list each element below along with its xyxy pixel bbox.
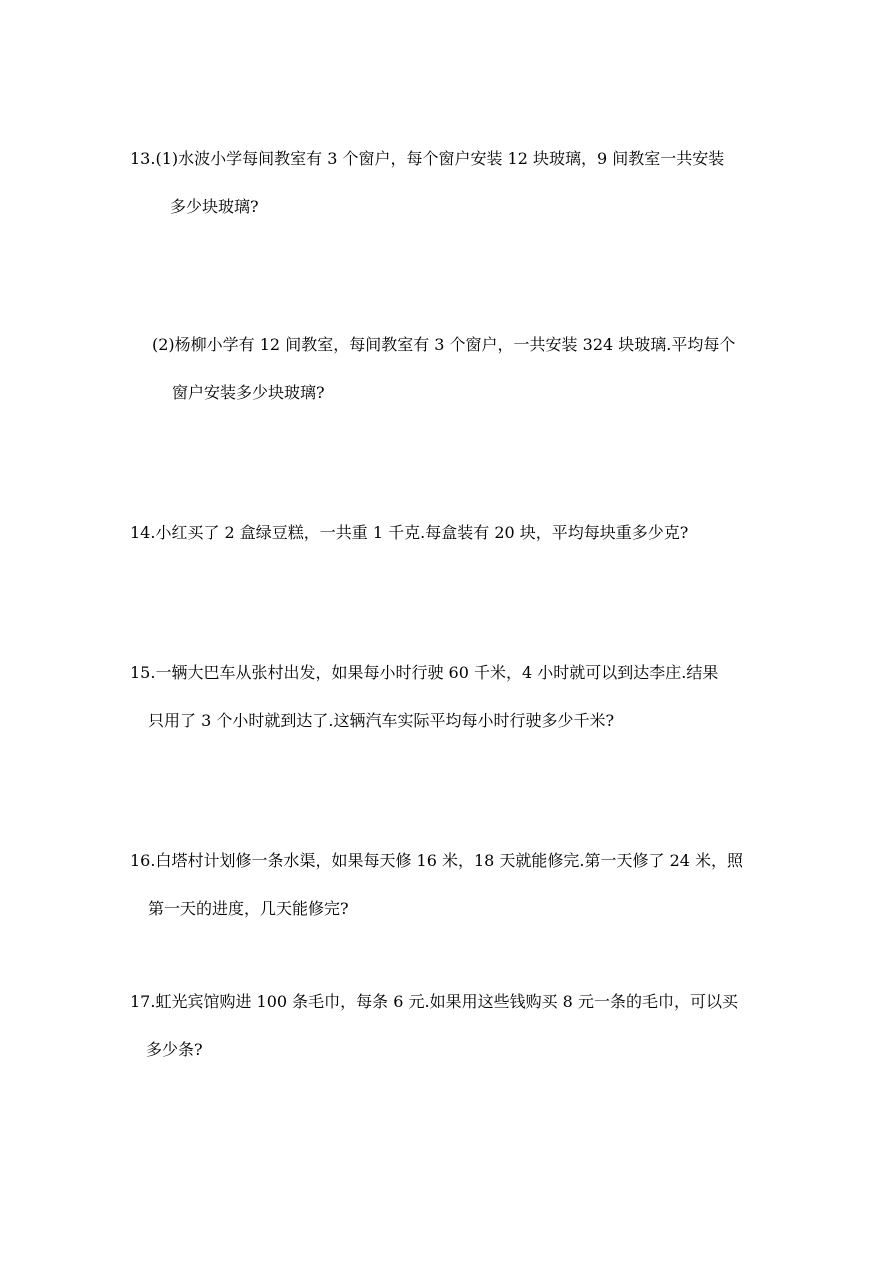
question-17-continuation: 多少条? <box>146 1040 203 1059</box>
question-15-text: 15.一辆大巴车从张村出发，如果每小时行驶 60 千米，4 小时就可以到达李庄.结果 <box>130 663 719 682</box>
question-13-part-1-text: 13.(1)水波小学每间教室有 3 个窗户，每个窗户安装 12 块玻璃，9 间教室一共安装 <box>130 149 725 168</box>
question-13-part-2-text: (2)杨柳小学有 12 间教室，每间教室有 3 个窗户，一共安装 324 块玻璃.平均每个 <box>152 335 736 354</box>
question-13-part-2-continuation: 窗户安装多少块玻璃? <box>172 383 325 402</box>
question-16-text: 16.白塔村计划修一条水渠，如果每天修 16 米，18 天就能修完.第一天修了 24 米，照 <box>130 851 744 870</box>
question-13-part-1-continuation: 多少块玻璃? <box>170 197 259 216</box>
question-16-continuation: 第一天的进度，几天能修完? <box>148 899 349 918</box>
question-17-text: 17.虹光宾馆购进 100 条毛巾，每条 6 元.如果用这些钱购买 8 元一条的毛巾，可以买 <box>130 992 738 1011</box>
question-14-text: 14.小红买了 2 盒绿豆糕，一共重 1 千克.每盒装有 20 块，平均每块重多少克? <box>130 523 689 542</box>
question-15-continuation: 只用了 3 个小时就到达了.这辆汽车实际平均每小时行驶多少千米? <box>148 711 615 730</box>
